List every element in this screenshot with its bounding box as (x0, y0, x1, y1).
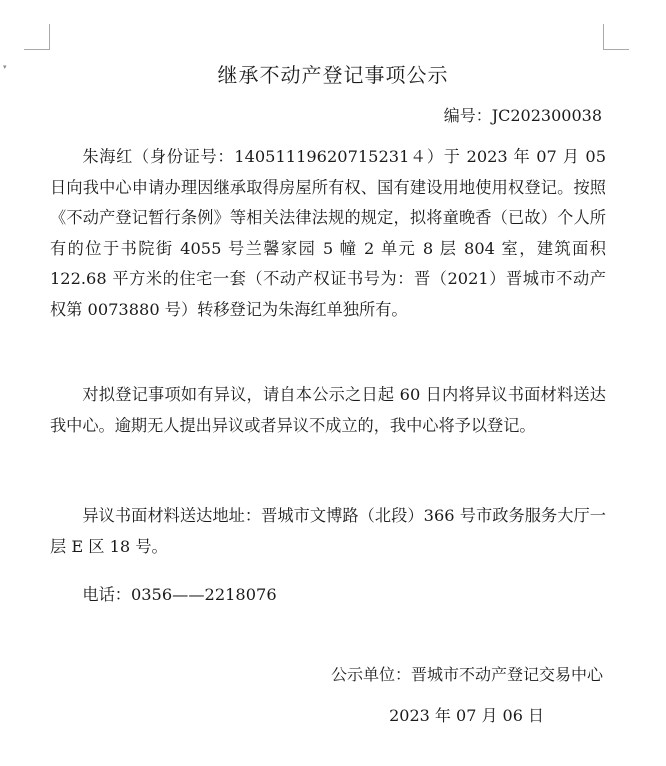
document-title: 继承不动产登记事项公示 (217, 63, 449, 87)
serial-number: 编号：JC202300038 (443, 106, 602, 125)
paragraph-objection-address: 异议书面材料送达地址：晋城市文博路（北段）366 号市政务服务大厅一层 E 区 18 号。 (50, 506, 606, 556)
issue-date: 2023 年 07 月 06 日 (389, 706, 544, 725)
issuing-unit: 公示单位：晋城市不动产登记交易中心 (330, 665, 603, 684)
paragraph-phone: 电话：0356——2218076 (82, 585, 277, 604)
paragraph-application: 朱海红（身份证号：14051119620715231４）于 2023 年 07 月 05 日向我中心申请办理因继承取得房屋所有权、国有建设用地使用权登记。按照《不动产登记暂行条例》等相关法律法规的规定，拟将童晚香（已故）个人所有的位于书院街 4055 号兰馨家园 5 幢 2 单元 8 层 804 室，建筑面积 122.68 平方米的住宅一套（不动产权证书号为：晋（2021）晋城市不动产权第 0073880 号）转移登记为朱海红单独所有。 (50, 147, 606, 319)
crop-mark-top-right-horizontal (603, 49, 629, 50)
crop-mark-top-right-vertical (603, 24, 604, 50)
crop-mark-top-left-horizontal (24, 49, 50, 50)
collapse-arrow-icon[interactable]: ▾ (3, 63, 7, 71)
crop-mark-top-left-vertical (49, 24, 50, 50)
paragraph-objection-notice: 对拟登记事项如有异议，请自本公示之日起 60 日内将异议书面材料送达我中心。逾期无人提出异议或者异议不成立的，我中心将予以登记。 (50, 385, 606, 435)
